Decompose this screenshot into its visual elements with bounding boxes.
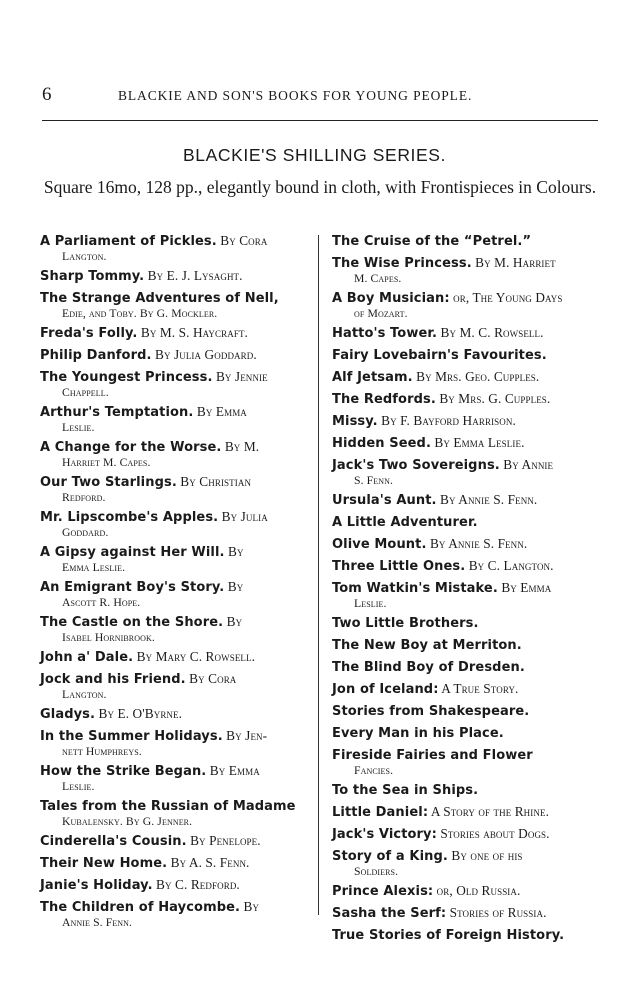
book-byline: Stories about Dogs.	[436, 826, 550, 841]
book-title: Little Daniel:	[332, 805, 429, 820]
book-title: The Strange Adventures of Nell,	[40, 291, 279, 306]
book-byline: By M.	[221, 439, 260, 454]
book-byline: By Emma	[206, 763, 260, 778]
book-entry	[40, 404, 308, 434]
book-entry	[40, 833, 308, 850]
right-column	[332, 233, 602, 949]
book-byline: By F. Bayford Harrison.	[377, 413, 516, 428]
book-entry	[40, 855, 308, 872]
book-byline: By Penelope.	[186, 833, 261, 848]
book-byline: By Cora	[185, 671, 237, 686]
book-entry	[332, 413, 602, 430]
book-byline: By Annie S. Fenn.	[426, 536, 528, 551]
book-byline: By Julia	[218, 509, 268, 524]
book-entry	[332, 457, 602, 487]
book-byline: By M. Harriet	[471, 255, 556, 270]
book-title: Hidden Seed.	[332, 436, 431, 451]
book-byline: By Mary C. Rowsell.	[133, 649, 256, 664]
book-byline: By E. O'Byrne.	[95, 706, 183, 721]
book-continuation: Leslie.	[62, 780, 95, 793]
book-title: Olive Mount.	[332, 537, 427, 552]
book-entry	[332, 615, 602, 632]
book-entry	[40, 899, 308, 929]
page-number: 6	[42, 84, 52, 105]
book-title: A Little Adventurer.	[332, 515, 478, 530]
book-title: Sasha the Serf:	[332, 906, 447, 921]
book-title: The Children of Haycombe.	[40, 900, 241, 915]
book-entry	[332, 492, 602, 509]
book-title: The Blind Boy of Dresden.	[332, 660, 525, 675]
book-entry	[40, 509, 308, 539]
header-rule	[42, 120, 598, 121]
book-entry	[332, 391, 602, 408]
book-byline: By Cora	[216, 233, 268, 248]
book-byline: By Jennie	[212, 369, 268, 384]
book-title: Prince Alexis:	[332, 884, 434, 899]
book-entry	[332, 883, 602, 900]
book-continuation: Annie S. Fenn.	[62, 916, 133, 929]
book-entry	[40, 614, 308, 644]
book-continuation: Fancies.	[354, 764, 394, 777]
book-byline: A True Story.	[438, 681, 519, 696]
book-continuation: Isabel Hornibrook.	[62, 631, 155, 644]
book-byline: By	[240, 899, 260, 914]
book-continuation: Leslie.	[62, 421, 95, 434]
series-title: BLACKIE'S SHILLING SERIES.	[182, 145, 447, 165]
book-entry	[40, 579, 308, 609]
book-title: Jon of Iceland:	[332, 682, 439, 697]
book-title: Alf Jetsam.	[332, 370, 413, 385]
book-byline: By Emma	[193, 404, 247, 419]
book-title: The Castle on the Shore.	[40, 615, 224, 630]
book-entry	[332, 514, 602, 531]
book-entry	[332, 290, 602, 320]
book-continuation: Chappell.	[62, 386, 109, 399]
book-title: A Change for the Worse.	[40, 440, 222, 455]
book-entry	[332, 804, 602, 821]
book-title: A Parliament of Pickles.	[40, 234, 217, 249]
book-title: Freda's Folly.	[40, 326, 138, 341]
book-continuation: S. Fenn.	[354, 474, 394, 487]
book-byline: By Julia Goddard.	[151, 347, 257, 362]
book-title: Fairy Lovebairn's Favourites.	[332, 348, 547, 363]
book-entry	[332, 255, 602, 285]
book-title: Arthur's Temptation.	[40, 405, 194, 420]
book-title: To the Sea in Ships.	[332, 783, 479, 798]
book-title: Story of a King.	[332, 849, 448, 864]
book-entry	[40, 268, 308, 285]
book-continuation: Edie, and Toby. By G. Mockler.	[62, 307, 218, 320]
book-continuation: Redford.	[62, 491, 106, 504]
book-entry	[332, 927, 602, 944]
book-title: Jack's Victory:	[332, 827, 437, 842]
book-title: A Gipsy against Her Will.	[40, 545, 225, 560]
book-entry	[332, 725, 602, 742]
book-title: Hatto's Tower.	[332, 326, 438, 341]
left-column	[40, 233, 308, 934]
book-byline: By M. S. Haycraft.	[137, 325, 248, 340]
book-title: Their New Home.	[40, 856, 168, 871]
book-continuation: Kubalensky. By G. Jenner.	[62, 815, 193, 828]
book-byline: Stories of Russia.	[446, 905, 547, 920]
book-title: Mr. Lipscombe's Apples.	[40, 510, 219, 525]
book-entry	[40, 649, 308, 666]
book-entry	[332, 848, 602, 878]
book-entry	[332, 703, 602, 720]
book-title: A Boy Musician:	[332, 291, 450, 306]
book-entry	[332, 580, 602, 610]
book-byline: By Annie	[499, 457, 554, 472]
book-title: Three Little Ones.	[332, 559, 466, 574]
book-continuation: Emma Leslie.	[62, 561, 126, 574]
book-title: The Redfords.	[332, 392, 436, 407]
book-entry	[40, 439, 308, 469]
book-continuation: Langton.	[62, 688, 107, 701]
book-entry	[332, 681, 602, 698]
book-title: In the Summer Holidays.	[40, 729, 223, 744]
book-entry	[332, 637, 602, 654]
series-subtitle: Square 16mo, 128 pp., elegantly bound in cloth, with Frontispieces in Colours.	[43, 177, 597, 197]
book-continuation: Goddard.	[62, 526, 109, 539]
book-byline: By Christian	[176, 474, 252, 489]
book-byline: By M. C. Rowsell.	[437, 325, 544, 340]
column-divider	[318, 235, 319, 915]
book-title: Tales from the Russian of Madame	[40, 799, 296, 814]
book-entry	[332, 325, 602, 342]
book-title: Fireside Fairies and Flower	[332, 748, 533, 763]
book-title: The Cruise of the “Petrel.”	[332, 234, 532, 249]
book-title: The Wise Princess.	[332, 256, 472, 271]
book-entry	[332, 347, 602, 364]
book-title: Every Man in his Place.	[332, 726, 504, 741]
book-entry	[332, 435, 602, 452]
book-title: Tom Watkin's Mistake.	[332, 581, 498, 596]
book-entry	[332, 747, 602, 777]
book-entry	[40, 671, 308, 701]
book-entry	[40, 706, 308, 723]
book-byline: By Mrs. Geo. Cupples.	[412, 369, 540, 384]
book-byline: By Emma Leslie.	[431, 435, 525, 450]
book-title: Gladys.	[40, 707, 96, 722]
book-title: Missy.	[332, 414, 378, 429]
book-byline: or, Old Russia.	[433, 883, 521, 898]
book-title: Philip Danford.	[40, 348, 152, 363]
book-entry	[332, 826, 602, 843]
book-title: The New Boy at Merriton.	[332, 638, 522, 653]
book-continuation: of Mozart.	[354, 307, 408, 320]
book-continuation: Soldiers.	[354, 865, 399, 878]
book-title: Jack's Two Sovereigns.	[332, 458, 500, 473]
book-title: Sharp Tommy.	[40, 269, 145, 284]
book-entry	[40, 728, 308, 758]
book-entry	[40, 763, 308, 793]
book-title: Cinderella's Cousin.	[40, 834, 187, 849]
book-byline: By Mrs. G. Cupples.	[435, 391, 551, 406]
book-entry	[40, 347, 308, 364]
book-byline: By	[224, 579, 244, 594]
book-title: Our Two Starlings.	[40, 475, 177, 490]
book-entry	[40, 290, 308, 320]
book-byline: By C. Redford.	[152, 877, 240, 892]
book-title: Two Little Brothers.	[332, 616, 479, 631]
book-continuation: Leslie.	[354, 597, 387, 610]
book-continuation: nett Humphreys.	[62, 745, 142, 758]
book-byline: By Jen-	[222, 728, 268, 743]
book-entry	[40, 325, 308, 342]
book-byline: By C. Langton.	[465, 558, 554, 573]
book-entry	[332, 782, 602, 799]
book-title: Ursula's Aunt.	[332, 493, 437, 508]
book-byline: By	[223, 614, 243, 629]
book-continuation: Langton.	[62, 250, 107, 263]
book-byline: By A. S. Fenn.	[167, 855, 250, 870]
book-byline: By one of his	[447, 848, 523, 863]
book-entry	[332, 536, 602, 553]
book-title: True Stories of Foreign History.	[332, 928, 565, 943]
book-entry	[332, 558, 602, 575]
running-title: BLACKIE AND SON'S BOOKS FOR YOUNG PEOPLE.	[118, 88, 473, 103]
book-entry	[332, 233, 602, 250]
book-entry	[40, 544, 308, 574]
book-continuation: Harriet M. Capes.	[62, 456, 151, 469]
book-title: How the Strike Began.	[40, 764, 207, 779]
book-byline: or, The Young Days	[449, 290, 563, 305]
book-title: John a' Dale.	[40, 650, 134, 665]
book-title: Stories from Shakespeare.	[332, 704, 530, 719]
book-continuation: Ascott R. Hope.	[62, 596, 141, 609]
book-title: Janie's Holiday.	[40, 878, 153, 893]
book-byline: By Emma	[497, 580, 552, 595]
book-byline: A Story of the Rhine.	[428, 804, 550, 819]
book-byline: By	[224, 544, 244, 559]
running-header	[42, 84, 598, 106]
book-entry	[332, 659, 602, 676]
book-title: The Youngest Princess.	[40, 370, 213, 385]
book-byline: By Annie S. Fenn.	[436, 492, 538, 507]
book-entry	[40, 474, 308, 504]
book-entry	[40, 233, 308, 263]
book-title: Jock and his Friend.	[40, 672, 186, 687]
book-continuation: M. Capes.	[354, 272, 402, 285]
book-byline: By E. J. Lysaght.	[144, 268, 243, 283]
book-entry	[40, 798, 308, 828]
book-title: An Emigrant Boy's Story.	[40, 580, 225, 595]
book-entry	[40, 369, 308, 399]
book-entry	[332, 369, 602, 386]
book-entry	[40, 877, 308, 894]
book-entry	[332, 905, 602, 922]
